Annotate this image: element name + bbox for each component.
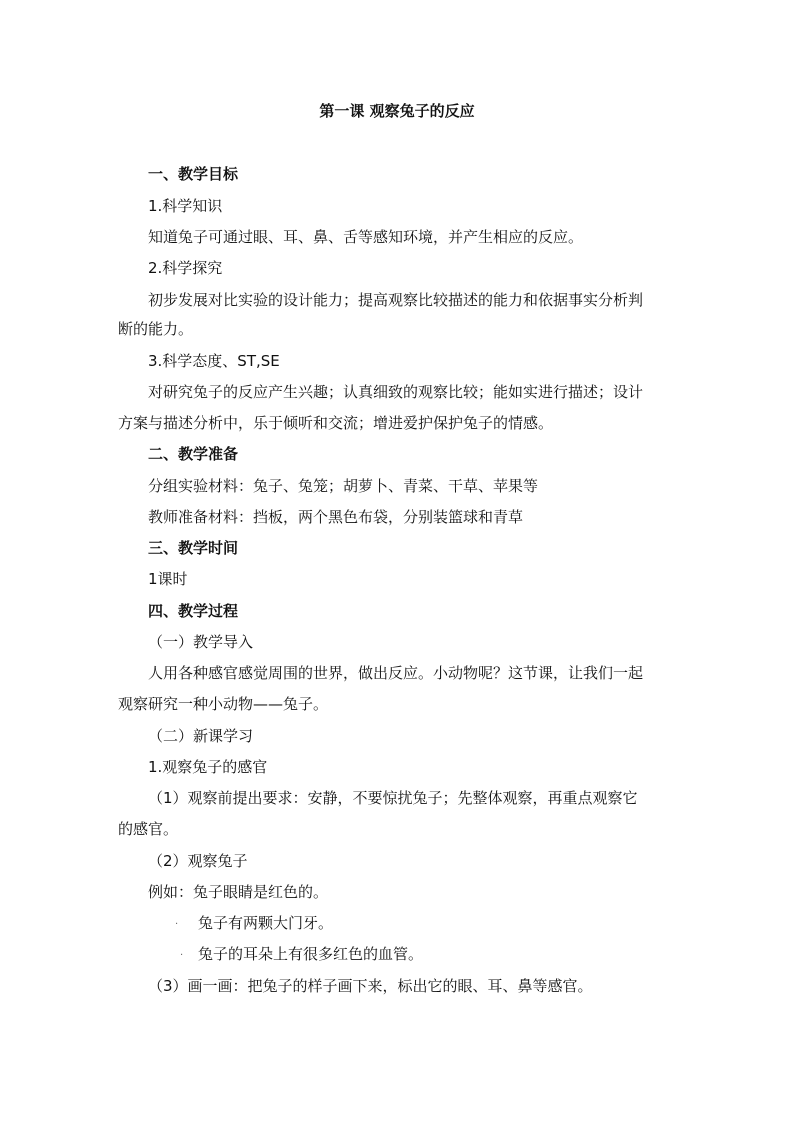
- paragraph-introduction-line1: 人用各种感官感觉周围的世界，做出反应。小动物呢？这节课，让我们一起: [148, 664, 644, 682]
- subheading-new-lesson: （二）新课学习: [148, 727, 254, 745]
- section-heading-process: 四、教学过程: [148, 602, 239, 620]
- paragraph-knowledge: 知道兔子可通过眼、耳、鼻、舌等感知环境，并产生相应的反应。: [148, 228, 584, 246]
- paragraph-teacher-materials: 教师准备材料：挡板，两个黑色布袋，分别装篮球和青草: [148, 508, 524, 526]
- paragraph-introduction-line2: 观察研究一种小动物——兔子。: [118, 695, 329, 713]
- subheading-inquiry: 2.科学探究: [148, 259, 223, 277]
- subheading-knowledge: 1.科学知识: [148, 197, 223, 215]
- paragraph-group-materials: 分组实验材料：兔子、兔笼；胡萝卜、青菜、干草、苹果等: [148, 477, 539, 495]
- paragraph-requirements-line1: （1）观察前提出要求：安静，不要惊扰兔子；先整体观察，再重点观察它: [148, 789, 638, 807]
- subheading-introduction: （一）教学导入: [148, 633, 254, 651]
- paragraph-inquiry-line2: 断的能力。: [118, 320, 194, 338]
- paragraph-attitude-line1: 对研究兔子的反应产生兴趣；认真细致的观察比较；能如实进行描述；设计: [148, 383, 644, 401]
- example-ears: 兔子的耳朵上有很多红色的血管。: [198, 945, 424, 963]
- paragraph-attitude-line2: 方案与描述分析中，乐于倾听和交流；增进爱护保护兔子的情感。: [118, 414, 554, 432]
- paragraph-requirements-line2: 的感官。: [118, 820, 179, 838]
- subheading-attitude: 3.科学态度、ST,SE: [148, 352, 280, 370]
- bullet-marker: ·: [180, 950, 184, 961]
- example-eyes: 例如：兔子眼睛是红色的。: [148, 883, 329, 901]
- subheading-observe-rabbit: （2）观察兔子: [148, 852, 248, 870]
- subheading-observe-senses: 1.观察兔子的感官: [148, 758, 268, 776]
- bullet-marker: ·: [175, 919, 179, 930]
- example-teeth: 兔子有两颗大门牙。: [198, 914, 334, 932]
- section-heading-preparation: 二、教学准备: [148, 445, 239, 463]
- section-heading-goals: 一、教学目标: [148, 165, 239, 183]
- paragraph-time: 1课时: [148, 570, 188, 588]
- paragraph-inquiry-line1: 初步发展对比实验的设计能力；提高观察比较描述的能力和依据事实分析判: [148, 291, 644, 309]
- paragraph-drawing-task: （3）画一画：把兔子的样子画下来，标出它的眼、耳、鼻等感官。: [148, 977, 593, 995]
- lesson-title: 第一课 观察兔子的反应: [319, 102, 475, 120]
- section-heading-time: 三、教学时间: [148, 539, 239, 557]
